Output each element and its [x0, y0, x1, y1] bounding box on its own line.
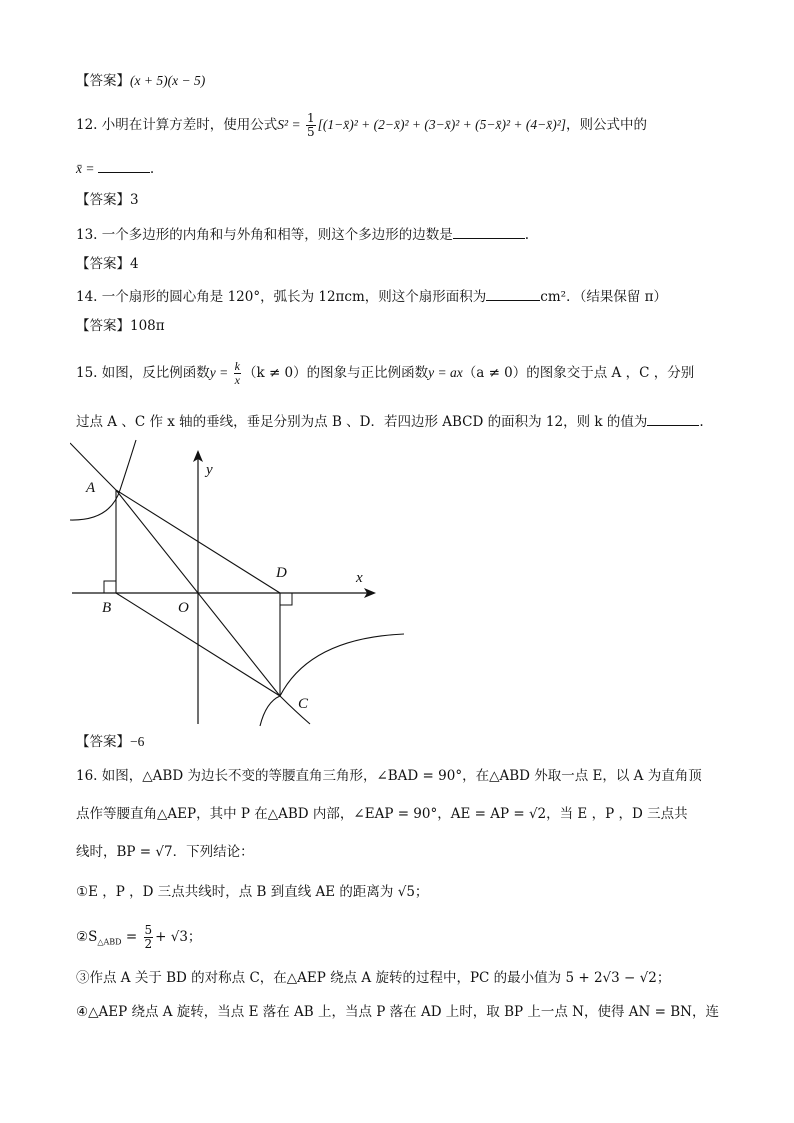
- question-text: 一个多边形的内角和与外角和相等，则这个多边形的边数是: [101, 227, 453, 243]
- question-12: [76, 110, 724, 140]
- function-2: y = ax: [428, 365, 463, 380]
- question-text: （k ≠ 0）的图象与正比例函数: [242, 365, 429, 381]
- hyperbola-upper-left: [70, 440, 136, 520]
- answer-value: 4: [130, 256, 139, 272]
- formula-terms: [(1−x̄)² + (2−x̄)² + (3−x̄)² + (5−x̄)² + (4−x̄)²]: [317, 117, 566, 132]
- label-x: x: [356, 570, 363, 586]
- answer-blank: [647, 411, 699, 426]
- question-number: 16.: [76, 768, 98, 784]
- answer-value: 108π: [130, 318, 165, 334]
- answer-14: [76, 316, 724, 336]
- question-16: [76, 766, 724, 786]
- question-text: 如图，△ABD 为边长不变的等腰直角三角形，∠BAD = 90°，在△ABD 外取一点 E，以 A 为直角顶: [101, 768, 702, 784]
- question-text: 线时，BP = √7．下列结论：: [76, 844, 254, 860]
- function-lhs: y =: [209, 365, 232, 380]
- answer-label: 【答案】: [76, 192, 130, 208]
- question-text: 一个扇形的圆心角是 120°，弧长为 12πcm，则这个扇形面积为: [101, 289, 487, 305]
- coordinate-figure: [70, 434, 410, 730]
- answer-blank: [98, 158, 150, 173]
- answer-12: [76, 190, 724, 210]
- answer-label: 【答案】: [76, 256, 130, 272]
- question-12-line2: x̄ = .: [76, 158, 724, 179]
- conclusion-3: [76, 968, 724, 988]
- conclusion-2: $②S_{\triangle ABD}$ = $\frac{5}{2}$ + √3；: [76, 923, 202, 951]
- answer-blank: [453, 224, 525, 239]
- question-14: [76, 286, 724, 307]
- label-b: B: [102, 600, 112, 616]
- question-unit: cm²．（结果保留 π）: [540, 289, 667, 305]
- question-16-line2: [76, 804, 724, 824]
- question-number: 15.: [76, 365, 98, 381]
- label-c: C: [298, 696, 309, 712]
- conclusion-text: ④△AEP 绕点 A 旋转，当点 E 落在 AB 上，当点 P 落在 AD 上时，取 BP 上一点 N，使得 AN = BN，连: [76, 1004, 719, 1020]
- fraction: $\frac{5}{2}$: [144, 923, 153, 951]
- question-text-end: ，则公式中的: [566, 117, 647, 133]
- question-15: [76, 358, 724, 388]
- answer-value: (x + 5)(x − 5): [130, 73, 206, 88]
- answer-label: 【答案】: [76, 73, 130, 89]
- label-y: y: [206, 462, 213, 478]
- question-number: 13.: [76, 227, 98, 243]
- label-d: D: [276, 565, 287, 581]
- answer-blank: [486, 286, 540, 301]
- question-text: 过点 A 、C 作 x 轴的垂线，垂足分别为点 B 、D．若四边形 ABCD 的面积为 12，则 k 的值为: [76, 414, 648, 430]
- conclusion-1: [76, 882, 724, 902]
- formula-lhs: S² =: [277, 117, 304, 132]
- question-text: （a ≠ 0）的图象交于点 A ，C ，分别: [462, 365, 695, 381]
- question-13: 13. 一个多边形的内角和与外角和相等，则这个多边形的边数是 .: [76, 224, 724, 245]
- conclusion-4: [76, 1002, 724, 1022]
- question-text: 如图，反比例函数: [101, 365, 210, 381]
- answer-13: [76, 254, 724, 274]
- question-number: 12.: [76, 117, 98, 133]
- question-number: 14.: [76, 289, 98, 305]
- fraction: $\frac{1}{5}$: [306, 111, 315, 139]
- label-a: A: [86, 480, 96, 496]
- conclusion-text: ③作点 A 关于 BD 的对称点 C，在△AEP 绕点 A 旋转的过程中，PC 的最小值为 5 + 2√3 − √2；: [76, 970, 671, 986]
- question-text: 点作等腰直角△AEP，其中 P 在△ABD 内部，∠EAP = 90°，AE = AP = √2，当 E ，P ，D 三点共: [76, 806, 688, 822]
- answer-15: [76, 732, 724, 752]
- conclusion-rest: + √3；: [155, 929, 202, 945]
- right-angle-d: [280, 593, 292, 605]
- question-16-line3: [76, 842, 724, 862]
- answer-label: 【答案】: [76, 734, 130, 750]
- hyperbola-lower-right: [260, 634, 404, 726]
- question-15-line2: 过点 A 、C 作 x 轴的垂线，垂足分别为点 B 、D．若四边形 ABCD 的面积为 12，则 k 的值为 .: [76, 411, 724, 432]
- right-angle-b: [104, 581, 116, 593]
- fraction: $\frac{k}{x}$: [234, 359, 240, 387]
- label-o: O: [178, 600, 189, 616]
- answer-label: 【答案】: [76, 318, 130, 334]
- formula-xbar: x̄ =: [76, 161, 98, 176]
- answer-value: −6: [130, 734, 145, 749]
- conclusion-text: ①E ，P ，D 三点共线时，点 B 到直线 AE 的距离为 √5；: [76, 884, 429, 900]
- conclusion-subscript: △ABD: [97, 937, 122, 947]
- conclusion-lhs: ②S: [76, 929, 98, 945]
- answer-11: [76, 71, 724, 91]
- question-text: 小明在计算方差时，使用公式: [101, 117, 278, 133]
- answer-value: 3: [130, 192, 139, 208]
